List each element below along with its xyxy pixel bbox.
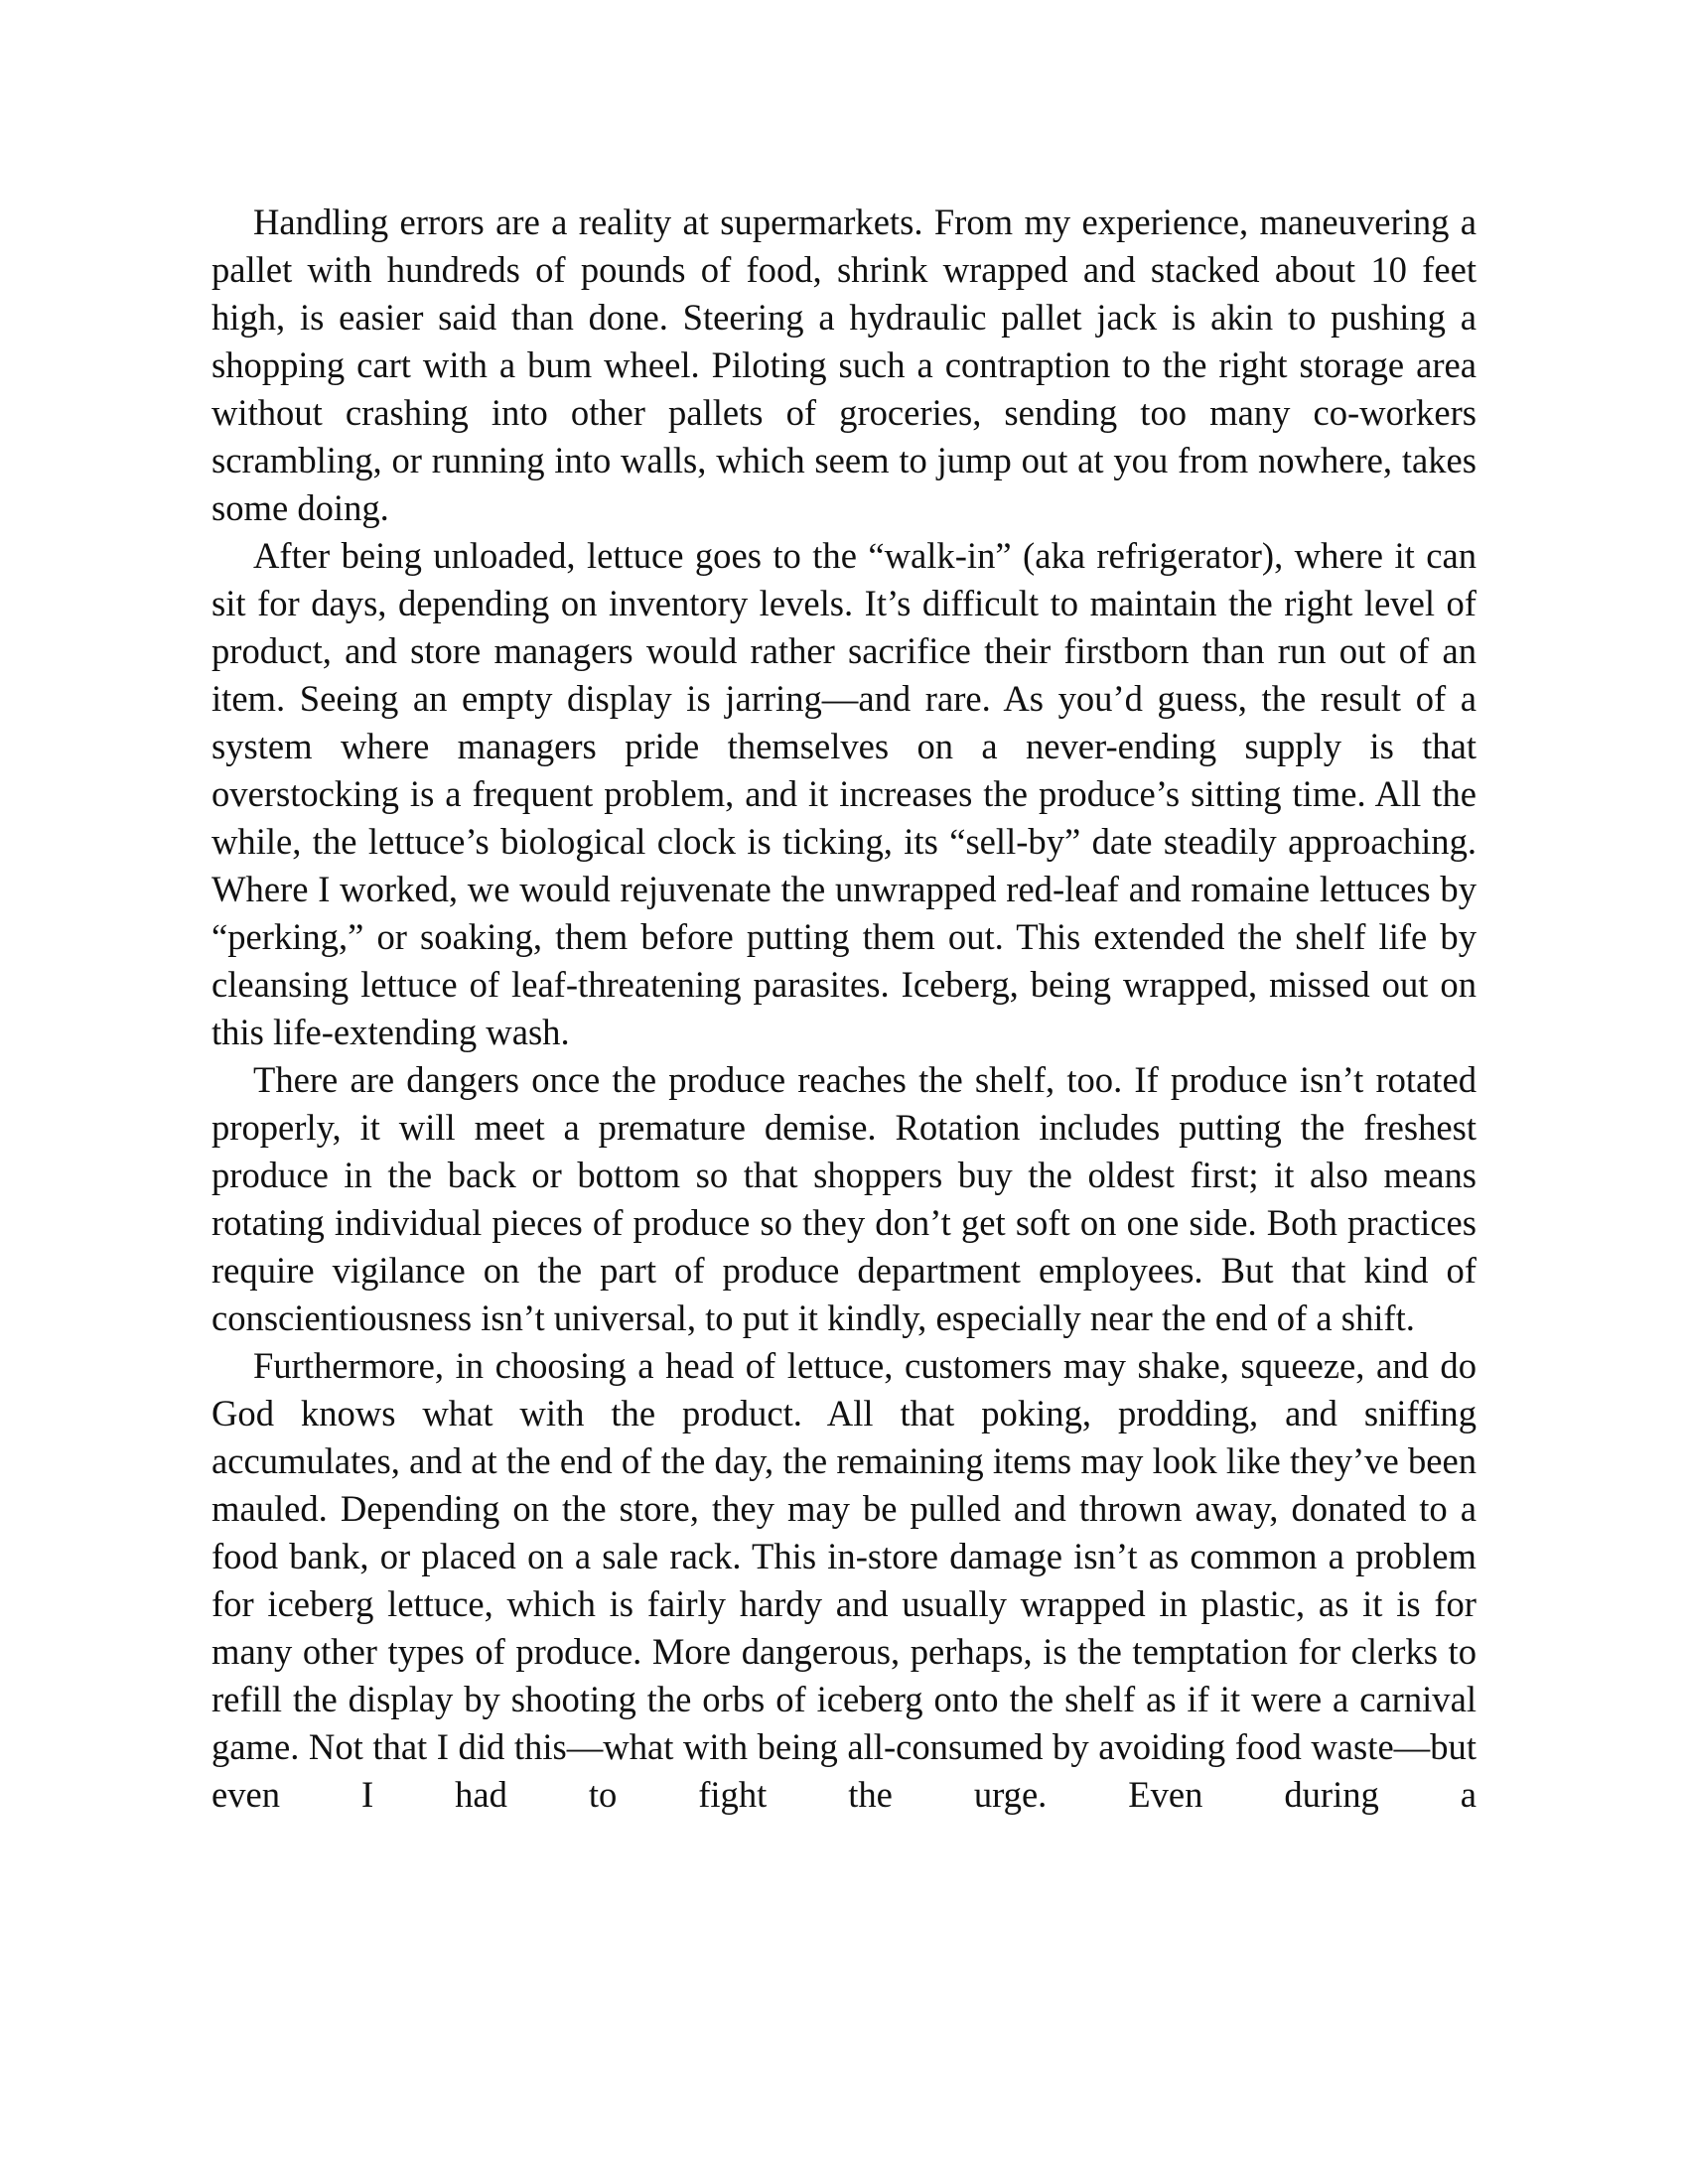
document-page (211, 199, 1477, 1819)
paragraph-walk-in: After being unloaded, lettuce goes to the “walk-in” (aka refrigerator), where it can sit for days, depending on inventory levels. It’s difficult to maintain the right level of product, and store managers would rather sacrifice their firstborn than run out of an item. Seeing an empty display is jarring—and rare. As you’d guess, the result of a system where managers pride themselves on a never-ending supply is that overstocking is a frequent problem, and it increases the produce’s sitting time. All the while, the lettuce’s biological clock is ticking, its “sell-by” date steadily approaching. Where I worked, we would rejuvenate the unwrapped red-leaf and romaine lettuces by “perking,” or soaking, them before putting them out. This extended the shelf life by cleansing lettuce of leaf-threatening parasites. Iceberg, being wrapped, missed out on this life-extending wash. (211, 535, 1477, 1052)
paragraph-handling-errors: Handling errors are a reality at supermarkets. From my experience, maneuvering a pallet with hundreds of pounds of food, shrink wrapped and stacked about 10 feet high, is easier said than done. Steering a hydraulic pallet jack is akin to pushing a shopping cart with a bum wheel. Piloting such a contraption to the right storage area without crashing into other pallets of groceries, sending too many co-workers scrambling, or running into walls, which seem to jump out at you from nowhere, takes some doing. (211, 202, 1477, 528)
paragraph-customer-handling: Furthermore, in choosing a head of lettuce, customers may shake, squeeze, and do God knows what with the product. All that poking, prodding, and sniffing accumulates, and at the end of the day, the remaining items may look like they’ve been mauled. Depending on the store, they may be pulled and thrown away, donated to a food bank, or placed on a sale rack. This in-store damage isn’t as common a problem for iceberg lettuce, which is fairly hardy and usually wrapped in plastic, as it is for many other types of produce. More dangerous, perhaps, is the temptation for clerks to refill the display by shooting the orbs of iceberg onto the shelf as if it were a carnival game. Not that I did this—what with being all-consumed by avoiding food waste—but even I had to fight the urge. Even during a (211, 1345, 1477, 1815)
paragraph-shelf-dangers: There are dangers once the produce reaches the shelf, too. If produce isn’t rotated properly, it will meet a premature demise. Rotation includes putting the freshest produce in the back or bottom so that shoppers buy the oldest first; it also means rotating individual pieces of produce so they don’t get soft on one side. Both practices require vigilance on the part of produce department employees. But that kind of conscientiousness isn’t universal, to put it kindly, especially near the end of a shift. (211, 1059, 1477, 1338)
